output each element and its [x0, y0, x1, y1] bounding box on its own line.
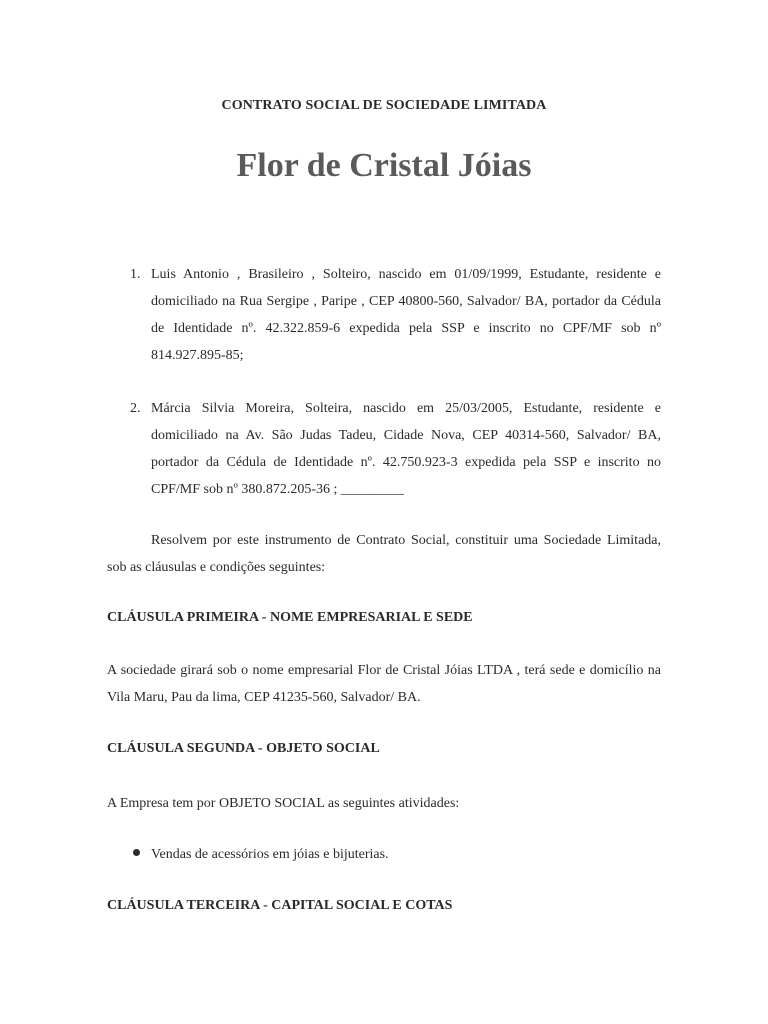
company-title: Flor de Cristal Jóias — [236, 147, 532, 184]
clause-2-body: A Empresa tem por OBJETO SOCIAL as seguintes atividades: — [107, 796, 460, 811]
clause-3-heading: CLÁUSULA TERCEIRA - CAPITAL SOCIAL E COTAS — [107, 898, 453, 913]
party-text: Márcia Silvia Moreira, Solteira, nascido em 25/03/2005, Estudante, residente e domiciliado na Av. São Judas Tadeu, Cidade Nova, CEP 40314-560, Salvador/ BA, portador da Cédula de Identidade nº. 42.750.923-3 expedida pela SSP e inscrito no CPF/MF sob nº 380.872.205-36 ; _________ — [151, 401, 661, 497]
party-item-1 — [130, 261, 661, 369]
party-number: 1. — [130, 267, 141, 282]
intro-paragraph: Resolvem por este instrumento de Contrato Social, constituir uma Sociedade Limitada, sob as cláusulas e condições seguintes: — [107, 533, 661, 575]
party-text: Luis Antonio , Brasileiro , Solteiro, nascido em 01/09/1999, Estudante, residente e domiciliado na Rua Sergipe , Paripe , CEP 40800-560, Salvador/ BA, portador da Cédula de Identidade nº. 42.322.859-6 expedida pela SSP e inscrito no CPF/MF sob nº 814.927.895-85; — [151, 267, 661, 363]
document-heading: CONTRATO SOCIAL DE SOCIEDADE LIMITADA — [221, 98, 547, 113]
bullet-icon — [133, 849, 140, 856]
clause-2-heading: CLÁUSULA SEGUNDA - OBJETO SOCIAL — [107, 741, 380, 756]
party-item-2 — [130, 395, 661, 503]
party-number: 2. — [130, 401, 141, 416]
clause-1-body: A sociedade girará sob o nome empresarial Flor de Cristal Jóias LTDA , terá sede e domicílio na Vila Maru, Pau da lima, CEP 41235-560, Salvador/ BA. — [107, 663, 661, 705]
bullet-list-item — [133, 844, 389, 866]
party-list-1 — [130, 261, 661, 369]
party-list-2 — [130, 395, 661, 503]
bullet-text: Vendas de acessórios em jóias e bijuterias. — [151, 847, 389, 862]
clause-1-heading: CLÁUSULA PRIMEIRA - NOME EMPRESARIAL E SEDE — [107, 610, 473, 625]
